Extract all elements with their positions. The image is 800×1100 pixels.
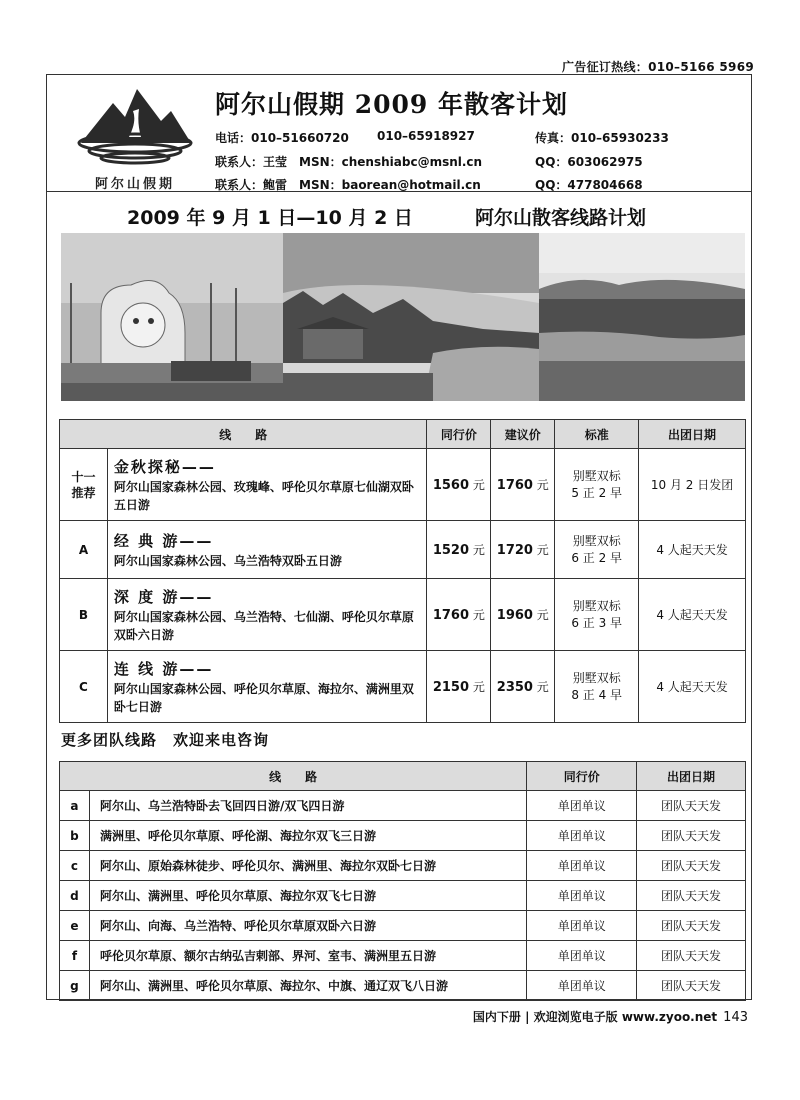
suggest-price: 1960 (496, 608, 533, 623)
row-code: f (60, 941, 90, 971)
logo-text: 阿尔山假期 (94, 177, 175, 192)
row-code (60, 651, 108, 723)
price-unit: 元 (472, 543, 485, 557)
advert-frame (46, 74, 752, 1000)
price-cell: 单团单议 (527, 911, 637, 941)
price-cell: 单团单议 (527, 881, 637, 911)
qq-2: QQ：477804668 (535, 178, 643, 192)
table-row (60, 449, 746, 521)
header-divider (47, 191, 751, 192)
route-cell: 满洲里、呼伦贝尔草原、呼伦湖、海拉尔双飞三日游 (89, 821, 526, 851)
route-plan-table (59, 419, 746, 723)
table-header-row (60, 420, 746, 449)
standard-room: 别墅双标 (572, 598, 621, 613)
price-cell: 单团单议 (527, 941, 637, 971)
row-code: g (60, 971, 90, 1001)
route-cell (107, 449, 426, 521)
row-code-label: 十一 推荐 (71, 469, 96, 500)
standard-cell (555, 521, 639, 579)
peer-price-cell (427, 579, 491, 651)
row-code-label: A (78, 542, 89, 557)
standard-cell (555, 579, 639, 651)
qq-1: QQ：603062975 (535, 155, 643, 169)
departure-date: 4 人起天天发 (656, 543, 728, 557)
header-peer-price: 同行价 (527, 762, 637, 791)
phone-text: 电话：010–51660720 (215, 131, 349, 145)
row-code-label: B (78, 607, 89, 622)
route-desc: 阿尔山国家森林公园、乌兰浩特、七仙湖、呼伦贝尔草原双卧六日游 (113, 609, 414, 642)
peer-price-cell (427, 449, 491, 521)
route-title: 深 度 游—— (113, 587, 214, 606)
standard-meals: 5 正 2 早 (571, 485, 623, 500)
departure-cell: 团队天天发 (637, 971, 746, 1001)
price-unit: 元 (472, 478, 485, 492)
contact-person-1: 联系人：王莹 MSN：chenshiabc@msnl.cn (215, 155, 483, 169)
peer-price: 1760 (432, 608, 470, 623)
departure-date: 10 月 2 日发团 (650, 478, 734, 492)
route-cell: 阿尔山、满洲里、呼伦贝尔草原、海拉尔、中旗、通辽双飞八日游 (89, 971, 526, 1001)
row-code: b (60, 821, 90, 851)
plan-title: 阿尔山散客线路计划 (475, 207, 647, 229)
page-number: 143 (723, 1010, 748, 1025)
departure-cell: 团队天天发 (637, 851, 746, 881)
route-cell: 阿尔山、向海、乌兰浩特、呼伦贝尔草原双卧六日游 (89, 911, 526, 941)
table-header-row (60, 762, 746, 791)
row-code: c (60, 851, 90, 881)
row-code (60, 521, 108, 579)
route-title: 金秋探秘—— (113, 457, 216, 476)
plan-dates: 2009 年 9 月 1 日—10 月 2 日 (127, 207, 413, 229)
header-standard: 标准 (555, 420, 639, 449)
page-footer (473, 1008, 748, 1025)
header-departure: 出团日期 (637, 762, 746, 791)
table-row (60, 881, 746, 911)
price-unit: 元 (536, 543, 549, 557)
price-unit: 元 (472, 680, 485, 694)
standard-meals: 8 正 4 早 (571, 687, 623, 702)
price-unit: 元 (472, 608, 485, 622)
standard-cell (555, 651, 639, 723)
table-row (60, 821, 746, 851)
price-unit: 元 (536, 680, 549, 694)
table-row (60, 521, 746, 579)
route-title: 经 典 游—— (113, 531, 214, 550)
route-cell (107, 651, 426, 723)
price-cell: 单团单议 (527, 971, 637, 1001)
route-cell: 阿尔山、满洲里、呼伦贝尔草原、海拉尔双飞七日游 (89, 881, 526, 911)
fax-text: 传真：010–65930233 (535, 131, 669, 145)
logo (75, 81, 195, 191)
departure-cell: 团队天天发 (637, 941, 746, 971)
header-suggest-price: 建议价 (491, 420, 555, 449)
standard-room: 别墅双标 (572, 468, 621, 483)
route-desc: 阿尔山国家森林公园、呼伦贝尔草原、海拉尔、满洲里双卧七日游 (113, 681, 414, 714)
departure-date: 4 人起天天发 (656, 680, 728, 694)
departure-cell (639, 651, 746, 723)
route-desc: 阿尔山国家森林公园、玫瑰峰、呼伦贝尔草原七仙湖双卧五日游 (113, 479, 414, 512)
departure-cell: 团队天天发 (637, 881, 746, 911)
photo-matryoshka-building (61, 233, 283, 401)
suggest-price-cell (491, 449, 555, 521)
standard-meals: 6 正 2 早 (571, 550, 623, 565)
group-route-table (59, 761, 746, 1001)
standard-room: 别墅双标 (572, 533, 621, 548)
header-peer-price: 同行价 (427, 420, 491, 449)
table-row (60, 971, 746, 1001)
departure-date: 4 人起天天发 (656, 608, 728, 622)
peer-price: 1520 (432, 543, 470, 558)
row-code (60, 579, 108, 651)
route-cell (107, 579, 426, 651)
suggest-price: 1720 (496, 543, 533, 558)
header-departure: 出团日期 (639, 420, 746, 449)
suggest-price-cell (491, 651, 555, 723)
departure-cell: 团队天天发 (637, 821, 746, 851)
more-routes-heading: 更多团队线路 欢迎来电咨询 (61, 731, 270, 749)
departure-cell (639, 579, 746, 651)
table-row (60, 651, 746, 723)
standard-room: 别墅双标 (572, 670, 621, 685)
price-unit: 元 (536, 608, 549, 622)
standard-cell (555, 449, 639, 521)
departure-cell: 团队天天发 (637, 791, 746, 821)
contact-person-2: 联系人：鲍雷 MSN：baorean@hotmail.cn (215, 178, 481, 192)
phone2-text: 010–65918927 (377, 129, 475, 143)
suggest-price: 1760 (496, 478, 533, 493)
standard-meals: 6 正 3 早 (571, 615, 623, 630)
peer-price-cell (427, 651, 491, 723)
departure-cell (639, 521, 746, 579)
route-cell (107, 521, 426, 579)
ad-hotline: 广告征订热线：010–5166 5969 (561, 60, 754, 74)
suggest-price: 2350 (496, 680, 533, 695)
suggest-price-cell (491, 521, 555, 579)
footer-text: 国内下册 | 欢迎浏览电子版 www.zyoo.net (472, 1010, 718, 1024)
row-code: a (60, 791, 90, 821)
mountain-logo-icon (75, 81, 195, 173)
row-code: d (60, 881, 90, 911)
row-code (60, 449, 108, 521)
table-row (60, 941, 746, 971)
row-code-label: C (79, 679, 88, 694)
table-row (60, 911, 746, 941)
peer-price: 2150 (432, 680, 470, 695)
header-route: 线 路 (60, 762, 527, 791)
route-cell: 呼伦贝尔草原、额尔古纳弘吉剌部、界河、室韦、满洲里五日游 (89, 941, 526, 971)
table-row (60, 851, 746, 881)
price-unit: 元 (536, 478, 549, 492)
price-cell: 单团单议 (527, 791, 637, 821)
row-code: e (60, 911, 90, 941)
suggest-price-cell (491, 579, 555, 651)
departure-cell (639, 449, 746, 521)
departure-cell: 团队天天发 (637, 911, 746, 941)
photo-grassland-lake (539, 233, 745, 401)
route-cell: 阿尔山、原始森林徒步、呼伦贝尔、满洲里、海拉尔双卧七日游 (89, 851, 526, 881)
price-cell: 单团单议 (527, 851, 637, 881)
header-route: 线 路 (60, 420, 427, 449)
photo-forest-lake (283, 233, 539, 401)
price-cell: 单团单议 (527, 821, 637, 851)
route-desc: 阿尔山国家森林公园、乌兰浩特双卧五日游 (113, 553, 342, 568)
peer-price: 1560 (432, 478, 470, 493)
peer-price-cell (427, 521, 491, 579)
route-cell: 阿尔山、乌兰浩特卧去飞回四日游/双飞四日游 (89, 791, 526, 821)
route-title: 连 线 游—— (113, 659, 214, 678)
table-row (60, 791, 746, 821)
table-row (60, 579, 746, 651)
page-title: 阿尔山假期 2009 年散客计划 (215, 90, 568, 119)
